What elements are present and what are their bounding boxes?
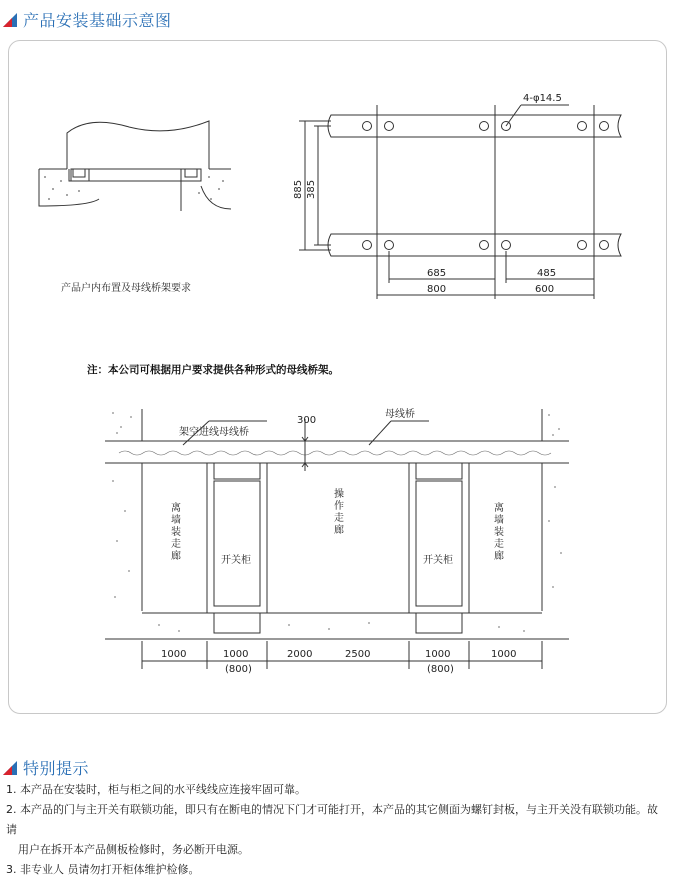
section-bullet-icon <box>3 760 17 774</box>
dim-800: 800 <box>427 284 447 295</box>
figure-caption: 产品户内布置及母线桥架要求 <box>61 283 191 294</box>
section-header-install <box>0 8 172 30</box>
cabinet-right-label: 开关柜 <box>423 555 453 566</box>
note-item-3: 3. 非专业人 员请勿打开柜体维护检修。 <box>6 863 200 876</box>
dim-485: 485 <box>537 268 557 279</box>
note-text: 注：本公司可根据用户要求提供各种形式的母线桥架。 <box>87 364 339 376</box>
dim-885: 885 <box>293 179 304 199</box>
hole-spec-label: 4-φ14.5 <box>523 93 562 104</box>
dim-cabinet-left-alt: (800) <box>225 664 252 675</box>
dim-cabinet-right: 1000 <box>425 649 451 660</box>
dim-corridor-b: 2500 <box>345 649 371 660</box>
dim-left-wall: 1000 <box>161 649 187 660</box>
dim-cabinet-left: 1000 <box>223 649 249 660</box>
note-item-1: 1. 本产品在安装时，柜与柜之间的水平线线应连接牢固可靠。 <box>6 783 306 796</box>
overhead-bus-label: 架空进线母线桥 <box>179 427 249 438</box>
corridor-left-label: 离墙装走廊 <box>171 503 181 562</box>
cabinet-foundation-figure <box>39 121 231 211</box>
section-title: 产品安装基础示意图 <box>23 10 172 30</box>
dim-right-wall: 1000 <box>491 649 517 660</box>
section-title: 特别提示 <box>23 758 90 778</box>
dim-685: 685 <box>427 268 447 279</box>
cabinet-left-label: 开关柜 <box>221 555 251 566</box>
dim-corridor-a: 2000 <box>287 649 313 660</box>
note-item-2-continued: 用户在拆开本产品侧板检修时，务必断开电源。 <box>18 843 249 856</box>
corridor-mid-label: 操作走廊 <box>334 489 344 536</box>
installation-diagram <box>9 41 666 713</box>
channel-steel-plan <box>299 105 621 299</box>
dim-300: 300 <box>297 415 317 426</box>
dim-385: 385 <box>306 179 317 199</box>
notes-list <box>6 780 666 880</box>
section-header-notes <box>0 756 89 778</box>
diagram-card <box>8 40 667 714</box>
note-item-2: 2. 本产品的门与主开关有联锁功能，即只有在断电的情况下门才可能打开，本产品的其它侧面为螺钉封板，与主开关没有联锁功能。故请 <box>6 803 658 836</box>
dim-600: 600 <box>535 284 555 295</box>
dim-cabinet-right-alt: (800) <box>427 664 454 675</box>
corridor-right-label: 离墙装走廊 <box>494 503 504 562</box>
busbridge-label: 母线桥 <box>385 409 415 420</box>
section-bullet-icon <box>3 12 17 26</box>
